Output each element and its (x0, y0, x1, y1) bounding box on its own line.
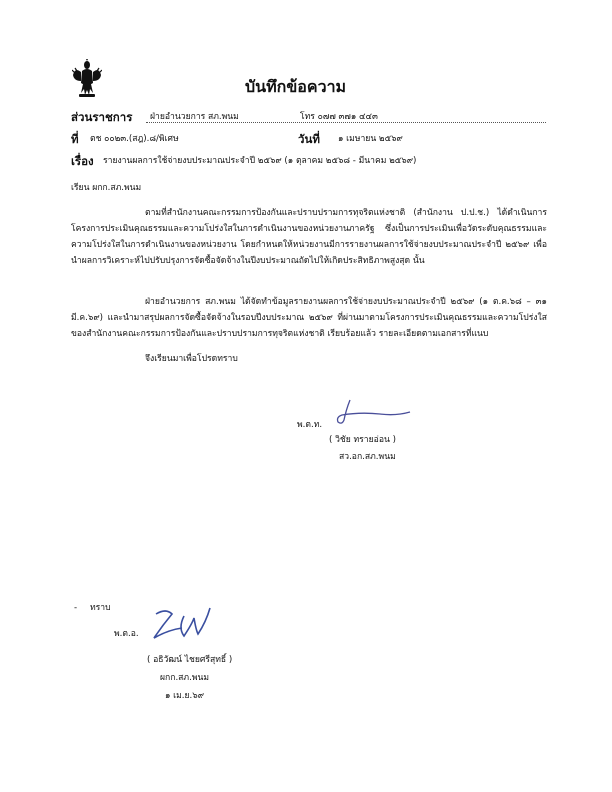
agency-dotted-line (146, 122, 546, 123)
subject-label: เรื่อง (71, 154, 94, 168)
closing-line: จึงเรียนมาเพื่อโปรดทราบ (145, 354, 238, 364)
salutation: เรียน ผกก.สภ.พนม (71, 183, 142, 193)
endorsement-note: ทราบ (90, 603, 111, 613)
endorsement-date: ๑ เม.ย.๖๙ (165, 691, 205, 701)
phone-number: โทร ๐๗๗ ๓๗๑ ๔๔๓ (300, 112, 378, 122)
signer1-rank: พ.ต.ท. (297, 420, 323, 430)
signer1-position: สว.อก.สภ.พนม (339, 452, 396, 462)
document-title: บันทึกข้อความ (245, 77, 347, 96)
endorser-name: ( อธิวัฒน์ ไชยศรีสุทธิ์ ) (147, 655, 233, 665)
paragraph-2 (71, 294, 547, 342)
endorsement-dash: - (74, 603, 78, 613)
endorser-rank: พ.ต.อ. (114, 629, 139, 639)
signature-1 (330, 398, 414, 428)
garuda-emblem-icon (72, 59, 102, 99)
subject-value: รายงานผลการใช้จ่ายงบประมาณประจำปี ๒๕๖๙ (๑ ตุลาคม ๒๕๖๘ - มีนาคม ๒๕๖๙) (103, 156, 417, 166)
paragraph-2-text: ฝ่ายอำนวยการ สภ.พนม ได้จัดทำข้อมูลรายงานผลการใช้จ่ายงบประมาณประจำปี ๒๕๖๙ (๑ ต.ค.๖๘ – ๓๑ มี.ค.๖๙) และนำมาสรุปผลการจัดซื้อจัดจ้างในรอบปีงบประมาณ ๒๕๖๙ ที่ผ่านมาตามโครงการประเมินคุณธรรมและความโปร่งใส ของสำนักงานคณะกรรมการป้องกันและปราบปรามการทุจริตแห่งชาติ เรียบร้อยแล้ว รายละเอียดตามเอกสารที่แนบ (71, 297, 547, 339)
paragraph-1-text: ตามที่สำนักงานคณะกรรมการป้องกันและปราบปรามการทุจริตแห่งชาติ (สำนักงาน ป.ป.ช.) ได้ดำเนินการโครงการประเมินคุณธรรมและความโปร่งใสในการดำเนินงานของหน่วยงานภาครัฐ ซึ่งเป็นการประเมินเพื่อวัดระดับคุณธรรมและความโปร่งใสในการดำเนินงานของหน่วยงาน โดยกำหนดให้หน่วยงานมีการรายงานผลการใช้จ่ายงบประมาณประจำปี ๒๕๖๙ เพื่อนำผลการวิเคราะห์ไปปรับปรุงการจัดซื้อจัดจ้างในปีงบประมาณถัดไปให้เกิดประสิทธิภาพสูงสุด นั้น (71, 208, 547, 266)
signature-2 (148, 604, 218, 642)
document-date: ๑ เมษายน ๒๕๖๙ (338, 134, 403, 144)
agency-label: ส่วนราชการ (71, 110, 133, 124)
endorser-position: ผกก.สภ.พนม (160, 673, 210, 683)
number-label: ที่ (71, 132, 79, 146)
date-label: วันที่ (298, 132, 320, 146)
signer1-name: ( วิชัย ทรายอ่อน ) (329, 435, 396, 445)
agency-value: ฝ่ายอำนวยการ สภ.พนม (150, 112, 239, 122)
paragraph-1 (71, 205, 547, 269)
document-number: ตช ๐๐๒๓.(สฎ).๘/พิเศษ (90, 134, 179, 144)
